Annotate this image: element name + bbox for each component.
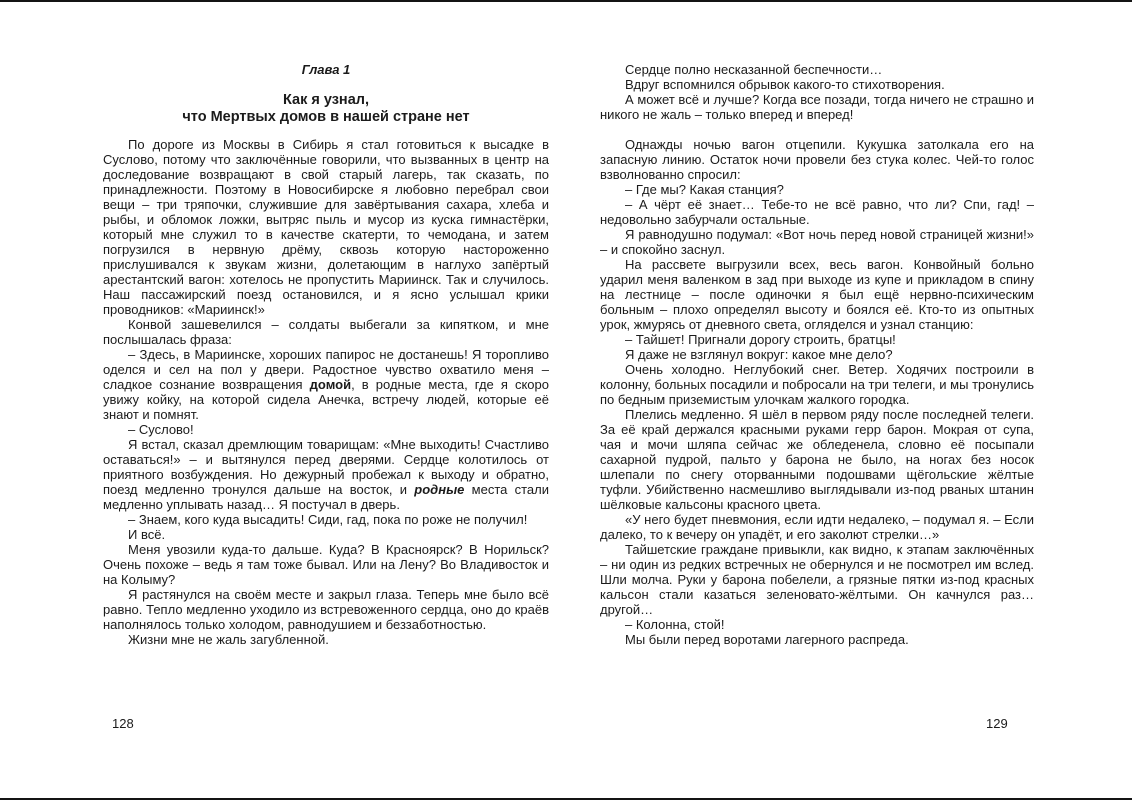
- paragraph: Жизни мне не жаль загубленной.: [128, 632, 329, 647]
- chapter-label: Глава 1: [301, 62, 351, 77]
- book-spread: [0, 62, 1132, 647]
- paragraph: – Суслово!: [128, 422, 194, 437]
- paragraph: Я растянулся на своём месте и закрыл глаза. Теперь мне было всё равно. Тепло медленно уходило из встревоженного сердца, оно до краёв наполнялось только холодом, равнодушием и беззаботностью.: [103, 587, 549, 632]
- paragraph: На рассвете выгрузили всех, весь вагон. Конвойный больно ударил меня валенком в зад при выходе из купе и прикладом в спину на лестнице – после одиночки я был ещё нервно-психическим больным – плохо определял высоту и боялся её. Кто-то из опытных урок, жмурясь от дневного света, огляделся и узнал станцию:: [600, 257, 1034, 332]
- paragraph: – Тайшет! Пригнали дорогу строить, братцы!: [625, 332, 896, 347]
- paragraph: – Здесь, в Мариинске, хороших папирос не достанешь! Я торопливо оделся и сел на пол у двери. Радостное чувство охватило меня – сладкое сознание возвращения домой, в родные места, где я скоро увижу койку, на которой сидела Анечка, встречу людей, которые её знают и помнят.: [103, 347, 549, 422]
- paragraph: Конвой зашевелился – солдаты выбегали за кипятком, и мне послышалась фраза:: [103, 317, 549, 347]
- page-number-left: 128: [112, 716, 134, 731]
- paragraph: Вдруг вспомнился обрывок какого-то стихотворения.: [625, 77, 945, 92]
- page-right: [600, 62, 1034, 647]
- paragraph: – Знаем, кого куда высадить! Сиди, гад, пока по роже не получил!: [128, 512, 528, 527]
- chapter-title-line2: что Мертвых домов в нашей стране нет: [182, 109, 470, 125]
- paragraph: Я равнодушно подумал: «Вот ночь перед новой страницей жизни!» – и спокойно заснул.: [600, 227, 1034, 257]
- page-left: [103, 62, 549, 647]
- paragraph: – Колонна, стой!: [625, 617, 725, 632]
- chapter-heading: [103, 62, 549, 126]
- paragraph: А может всё и лучше? Когда все позади, тогда ничего не страшно и никого не жаль – только вперед и вперед!: [600, 92, 1034, 122]
- paragraph: Я даже не взглянул вокруг: какое мне дело?: [625, 347, 893, 362]
- paragraph: Сердце полно несказанной беспечности…: [625, 62, 883, 77]
- top-border: [0, 0, 1132, 2]
- paragraph: Очень холодно. Неглубокий снег. Ветер. Ходячих построили в колонну, больных посадили и побросали на три телеги, и мы тронулись по бедным приземистым улочкам жалкого городка.: [600, 362, 1034, 407]
- paragraph: По дороге из Москвы в Сибирь я стал готовиться к высадке в Суслово, потому что заключённые говорили, что вызванных в центр на доследование возвращают в свой старый лагерь, так сказать, по принадлежности. Поэтому в Новосибирске я любовно перебрал свои вещи – три тряпочки, служившие для завёртывания сахара, хлеба и рыбы, и обломок ложки, вытряс пыль и мусор из куска гимнастёрки, который мне служил то в качестве скатерти, то чемодана, и затем погрузился в нервную дрёму, сквозь которую настороженно прислушивался к звукам жизни, долетающим в наглухо запёртый арестантский вагон: хотелось не пропустить Мариинск. Так и случилось. Наш пассажирский поезд остановился, и я ясно услышал крики проводников: «Мариинск!»: [103, 137, 549, 317]
- page-right-text: [600, 62, 1034, 647]
- paragraph: Мы были перед воротами лагерного распреда.: [625, 632, 909, 647]
- page-number-right: 129: [986, 716, 1008, 731]
- chapter-title-line1: Как я узнал,: [282, 92, 369, 108]
- paragraph: Тайшетские граждане привыкли, как видно, к этапам заключённых – ни один из редких встречных не обернулся и не посмотрел им вслед. Шли молча. Руки у барона побелели, а грязные пятки из-под красных кальсон стали казаться зеленовато-жёлтыми. Он качнулся раз… другой…: [600, 542, 1034, 617]
- paragraph: И всё.: [128, 527, 166, 542]
- paragraph: Я встал, сказал дремлющим товарищам: «Мне выходить! Счастливо оставаться!» – и вытянулся перед дверями. Сердце колотилось от приятного возбуждения. Но дежурный пробежал к выходу и обратно, поезд медленно тронулся дальше на восток, и родные места стали медленно уплывать назад… Я постучал в дверь.: [103, 437, 549, 512]
- paragraph: «У него будет пневмония, если идти недалеко, – подумал я. – Если далеко, то к вечеру он упадёт, и его заколют стрелки…»: [600, 512, 1034, 542]
- paragraph: Плелись медленно. Я шёл в первом ряду после последней телеги. За её край держался красными руками герр барон. Мокрая от супа, чая и мочи шляпа сейчас же обледенела, словно её посыпали сахарной пудрой, пальто у барона не было, на ногах без носок шлепали по снегу оторванными подошвами щёгольские жёлтые туфли. Убийственно насмешливо выглядывали из-под рваных штанин шёлковые кальсоны красного цвета.: [600, 407, 1034, 512]
- paragraph: – Где мы? Какая станция?: [625, 182, 784, 197]
- paragraph: Однажды ночью вагон отцепили. Кукушка затолкала его на запасную линию. Остаток ночи провели без стука колес. Чей-то голос взволнованно спросил:: [600, 137, 1034, 182]
- paragraph: – А чёрт её знает… Тебе-то не всё равно, что ли? Спи, гад! – недовольно забурчали остальные.: [600, 197, 1034, 227]
- page-left-text: [103, 137, 549, 647]
- paragraph: Меня увозили куда-то дальше. Куда? В Красноярск? В Норильск? Очень похоже – ведь я там тоже бывал. Или на Лену? Во Владивосток и на Колыму?: [103, 542, 549, 587]
